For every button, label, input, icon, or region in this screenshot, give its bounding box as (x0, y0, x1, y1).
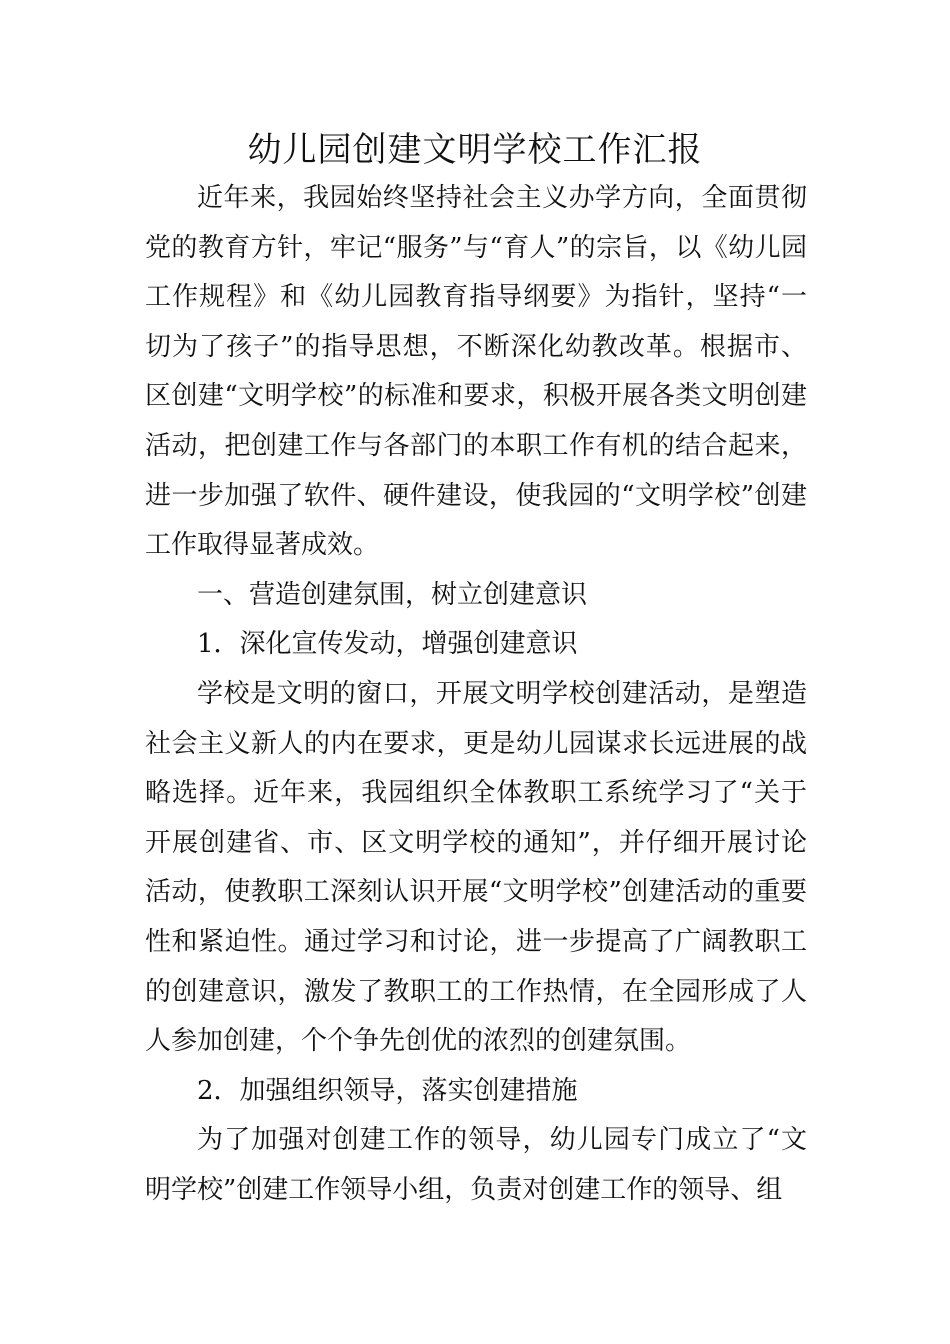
paragraph-intro: 近年来，我园始终坚持社会主义办学方向，全面贯彻党的教育方针，牢记“服务”与“育人”的宗旨，以《幼儿园工作规程》和《幼儿园教育指导纲要》为指针，坚持“一切为了孩子”的指导思想，不断深化幼教改革。根据市、区创建“文明学校”的标准和要求，积极开展各类文明创建活动，把创建工作与各部门的本职工作有机的结合起来，进一步加强了软件、硬件建设，使我园的“文明学校”创建工作取得显著成效。 (145, 183, 807, 561)
section-heading-1: 一、营造创建氛围，树立创建意识 (197, 579, 588, 610)
document-body (145, 174, 807, 1215)
subsection-heading-1-2: 2．加强组织领导，落实创建措施 (197, 1075, 578, 1106)
document-title: 幼儿园创建文明学校工作汇报 (247, 130, 703, 170)
paragraph-1-2: 为了加强对创建工作的领导，幼儿园专门成立了“文明学校”创建工作领导小组，负责对创建工作的领导、组 (145, 1125, 807, 1205)
paragraph-1-1: 学校是文明的窗口，开展文明学校创建活动，是塑造社会主义新人的内在要求，更是幼儿园谋求长远进展的战略选择。近年来，我园组织全体教职工系统学习了“关于开展创建省、市、区文明学校的通知”，并仔细开展讨论活动，使教职工深刻认识开展“文明学校”创建活动的重要性和紧迫性。通过学习和讨论，进一步提高了广阔教职工的创建意识，激发了教职工的工作热情，在全园形成了人人参加创建，个个争先创优的浓烈的创建氛围。 (145, 678, 807, 1057)
subsection-heading-1-1: 1．深化宣传发动，增强创建意识 (197, 629, 578, 660)
